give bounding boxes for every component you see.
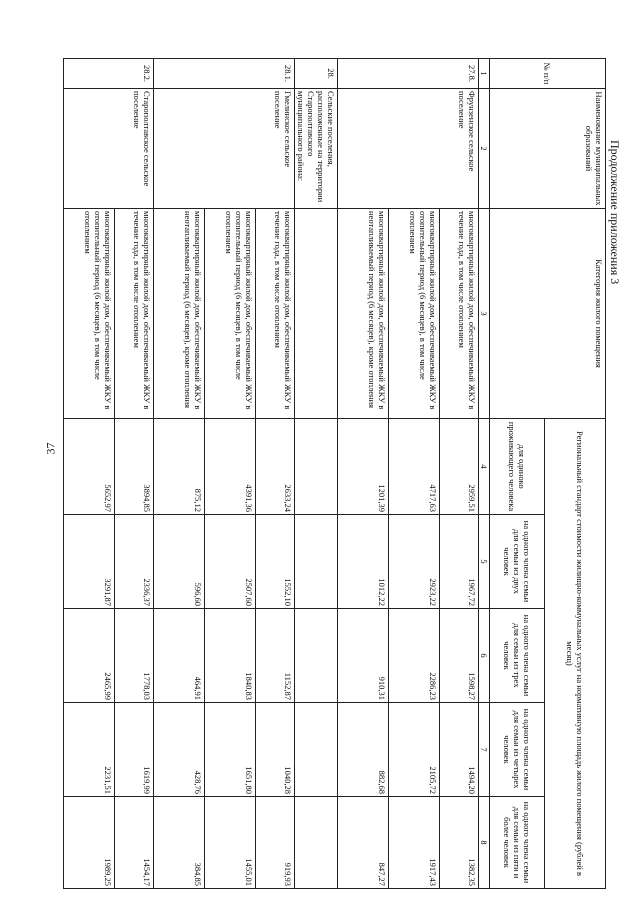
category-non-heating: многоквартирный жилой дом, обеспечиваемый ЖКУ в неотапливаемый период (6 месяцев), кроме отопления [154, 209, 205, 419]
value-cell: 875,12 [154, 419, 205, 515]
empty-cell [295, 609, 338, 703]
value-cell: 2231,51 [64, 703, 115, 797]
value-cell: 1917,43 [389, 797, 440, 889]
value-cell: 2923,22 [389, 515, 440, 609]
value-cell: 384,85 [154, 797, 205, 889]
column-number: 1 [479, 59, 490, 89]
category-full-year: многоквартирный жилой дом, обеспечиваемый ЖКУ в течение года, в том числе отоплением [115, 209, 154, 419]
column-number: 3 [479, 209, 490, 419]
category-full-year: многоквартирный жилой дом, обеспечиваемый ЖКУ в течение года, в том числе отоплением [256, 209, 295, 419]
column-number: 4 [479, 419, 490, 515]
empty-cell [295, 209, 338, 419]
value-cell: 2336,37 [115, 515, 154, 609]
value-cell: 1454,17 [115, 797, 154, 889]
value-cell: 910,31 [338, 609, 389, 703]
column-number-row [479, 59, 490, 889]
value-cell: 1382,35 [440, 797, 479, 889]
category-full-year: многоквартирный жилой дом, обеспечиваемый ЖКУ в течение года, в том числе отоплением [440, 209, 479, 419]
value-cell: 1598,27 [440, 609, 479, 703]
header-two: на одного члена семьи для семьи из двух человек [490, 515, 545, 609]
page-number: 37 [43, 442, 58, 455]
value-cell: 596,60 [154, 515, 205, 609]
value-cell: 2633,24 [256, 419, 295, 515]
value-cell: 2465,99 [64, 609, 115, 703]
row-number: 27.8. [338, 59, 479, 89]
header-four: на одного члена семьи для семьи из четырех человек [490, 703, 545, 797]
category-heating: многоквартирный жилой дом, обеспечиваемый ЖКУ в отопительный период (6 месяцев), в том числе отоплением [389, 209, 440, 419]
value-cell: 2286,23 [389, 609, 440, 703]
empty-cell [295, 703, 338, 797]
value-cell: 1989,25 [64, 797, 115, 889]
value-cell: 1040,28 [256, 703, 295, 797]
value-cell: 1840,83 [205, 609, 256, 703]
value-cell: 847,27 [338, 797, 389, 889]
empty-cell [295, 797, 338, 889]
appendix-label: Продолжение приложения 3 [608, 140, 622, 285]
rotated-table-sheet [83, 58, 606, 888]
empty-cell [295, 515, 338, 609]
value-cell: 2507,60 [205, 515, 256, 609]
value-cell: 3894,85 [115, 419, 154, 515]
table-row [295, 59, 338, 889]
value-cell: 428,76 [154, 703, 205, 797]
category-non-heating: многоквартирный жилой дом, обеспечиваемый ЖКУ в неотапливаемый период (6 месяцев), кроме отопления [338, 209, 389, 419]
value-cell: 1619,99 [115, 703, 154, 797]
header-single: для одиноко проживающего человека [490, 419, 545, 515]
value-cell: 1012,22 [338, 515, 389, 609]
header-row-1 [545, 59, 606, 889]
column-number: 5 [479, 515, 490, 609]
table-row [115, 59, 154, 889]
header-municipality: Наименование муниципальных образований [490, 89, 606, 209]
value-cell: 3291,87 [64, 515, 115, 609]
column-number: 2 [479, 89, 490, 209]
column-number: 8 [479, 797, 490, 889]
header-category: Категория жилого помещения [490, 209, 606, 419]
value-cell: 4717,63 [389, 419, 440, 515]
regional-standard-table [63, 58, 606, 889]
header-five: на одного члена семьи для семьи из пяти и более человек [490, 797, 545, 889]
value-cell: 1552,10 [256, 515, 295, 609]
value-cell: 1651,80 [205, 703, 256, 797]
header-standard-group: Региональный стандарт стоимости жилищно-коммунальных услуг на нормативную площадь жилого помещения (рублей в месяц) [545, 419, 606, 889]
column-number: 7 [479, 703, 490, 797]
table-row [440, 59, 479, 889]
value-cell: 5652,97 [64, 419, 115, 515]
value-cell: 1201,39 [338, 419, 389, 515]
empty-cell [295, 419, 338, 515]
value-cell: 1967,72 [440, 515, 479, 609]
value-cell: 464,91 [154, 609, 205, 703]
municipality-group-name: Сельские поселения, расположенные на территории Старополтавского муниципального района: [295, 89, 338, 209]
value-cell: 1494,20 [440, 703, 479, 797]
value-cell: 2105,72 [389, 703, 440, 797]
municipality-name: Фрунзенское сельское поселение [338, 89, 479, 209]
value-cell: 4391,36 [205, 419, 256, 515]
value-cell: 882,68 [338, 703, 389, 797]
value-cell: 1152,87 [256, 609, 295, 703]
row-number: 28.1. [154, 59, 295, 89]
value-cell: 1778,03 [115, 609, 154, 703]
value-cell: 2959,51 [440, 419, 479, 515]
header-three: на одного члена семьи для семьи из трех человек [490, 609, 545, 703]
row-number: 28.2. [64, 59, 154, 89]
table-row [256, 59, 295, 889]
value-cell: 1455,01 [205, 797, 256, 889]
municipality-name: Старополтавское сельское поселение [64, 89, 154, 209]
value-cell: 919,93 [256, 797, 295, 889]
header-number: № п/п [490, 59, 606, 89]
row-number: 28. [295, 59, 338, 89]
municipality-name: Гмелинское сельское поселение [154, 89, 295, 209]
column-number: 6 [479, 609, 490, 703]
category-heating: многоквартирный жилой дом, обеспечиваемый ЖКУ в отопительный период (6 месяцев), в том числе отоплением [205, 209, 256, 419]
category-heating: многоквартирный жилой дом, обеспечиваемый ЖКУ в отопительный период (6 месяцев), в том числе отоплением [64, 209, 115, 419]
